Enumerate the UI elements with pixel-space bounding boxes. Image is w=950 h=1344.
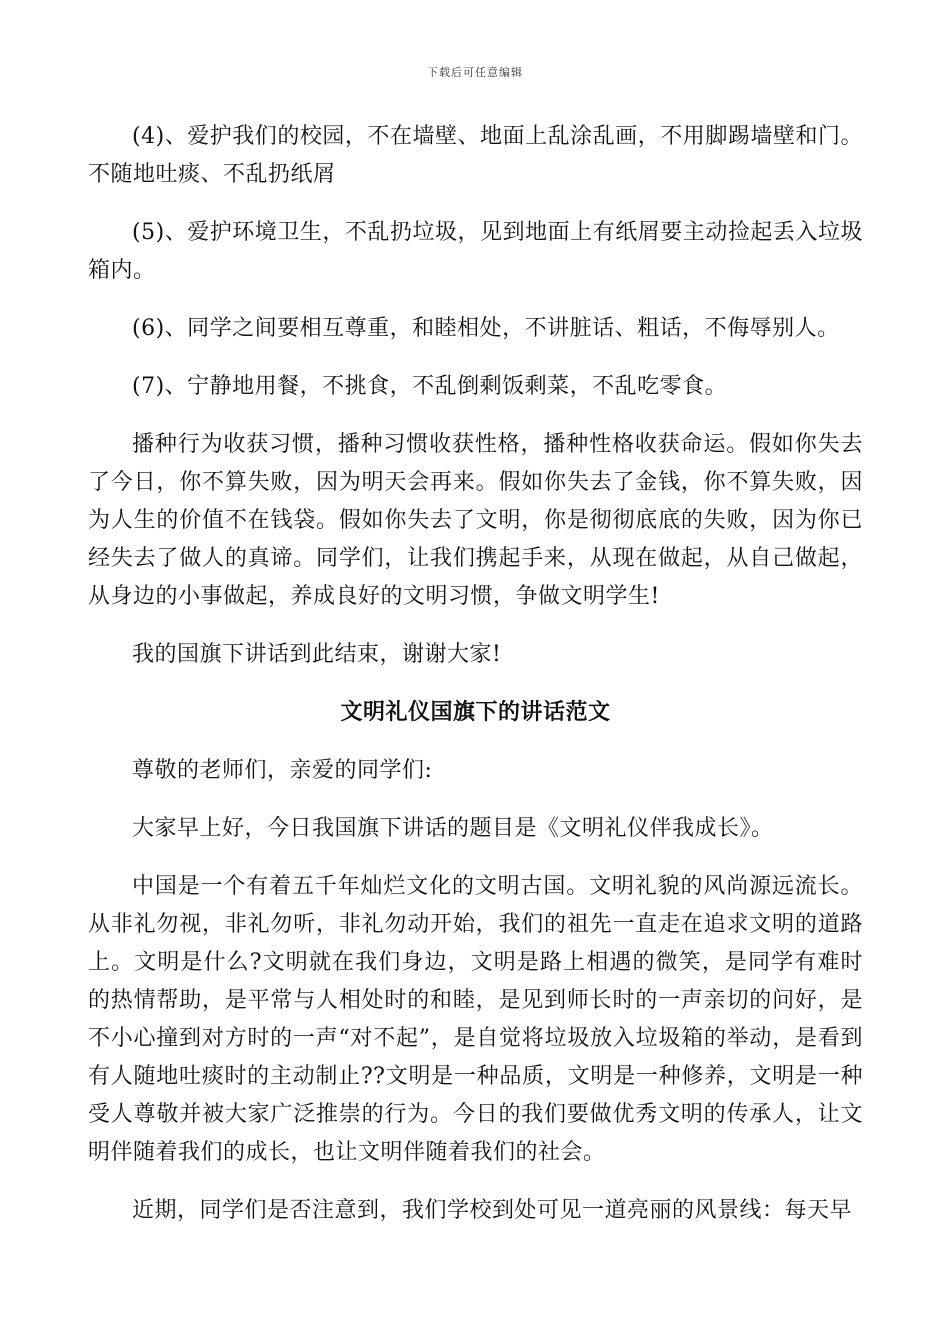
paragraph-closing: 我的国旗下讲话到此结束，谢谢大家! xyxy=(132,642,502,667)
paragraph-rule-6: (6)、同学之间要相互尊重，和睦相处，不讲脏话、粗话，不侮辱别人。 xyxy=(132,316,840,341)
paragraph-greeting: 大家早上好，今日我国旗下讲话的题目是《文明礼仪伴我成长》。 xyxy=(132,816,774,841)
section-title: 文明礼仪国旗下的讲话范文 xyxy=(340,700,611,725)
paragraph-rule-4: (4)、爱护我们的校园，不在墙壁、地面上乱涂乱画，不用脚踢墙壁和门。不随地吐痰、不乱扔纸屑 xyxy=(88,124,863,187)
paragraph-recent: 近期，同学们是否注意到，我们学校到处可见一道亮丽的风景线：每天早 xyxy=(132,1198,853,1223)
paragraph-rule-5: (5)、爱护环境卫生，不乱扔垃圾，见到地面上有纸屑要主动捡起丢入垃圾箱内。 xyxy=(88,220,863,283)
paragraph-civilization: 中国是一个有着五千年灿烂文化的文明古国。文明礼貌的风尚源远流长。从非礼勿视，非礼勿听，非礼勿动开始，我们的祖先一直走在追求文明的道路上。文明是什么?文明就在我们身边，文明是路上相遇的微笑，是同学有难时的热情帮助，是平常与人相处时的和睦，是见到师长时的一声亲切的问好，是不小心撞到对方时的一声“对不起”，是自觉将垃圾放入垃圾箱的举动，是看到有人随地吐痰时的主动制止??文明是一种品质，文明是一种修养，文明是一种受人尊敬并被大家广泛推崇的行为。今日的我们要做优秀文明的传承人，让文明伴随着我们的成长，也让文明伴随着我们的社会。 xyxy=(88,874,863,1165)
paragraph-habits: 播种行为收获习惯，播种习惯收获性格，播种性格收获命运。假如你失去了今日，你不算失败，因为明天会再来。假如你失去了金钱，你不算失败，因为人生的价值不在钱袋。假如你失去了文明，你是彻彻底底的失败，因为你已经失去了做人的真谛。同学们，让我们携起手来，从现在做起，从自己做起，从身边的小事做起，养成良好的文明习惯，争做文明学生! xyxy=(88,432,863,609)
header-note: 下载后可任意编辑 xyxy=(427,66,523,79)
paragraph-salutation: 尊敬的老师们，亲爱的同学们: xyxy=(132,758,433,783)
paragraph-rule-7: (7)、宁静地用餐，不挑食，不乱倒剩饭剩菜，不乱吃零食。 xyxy=(132,374,728,399)
document-body xyxy=(88,118,863,1250)
